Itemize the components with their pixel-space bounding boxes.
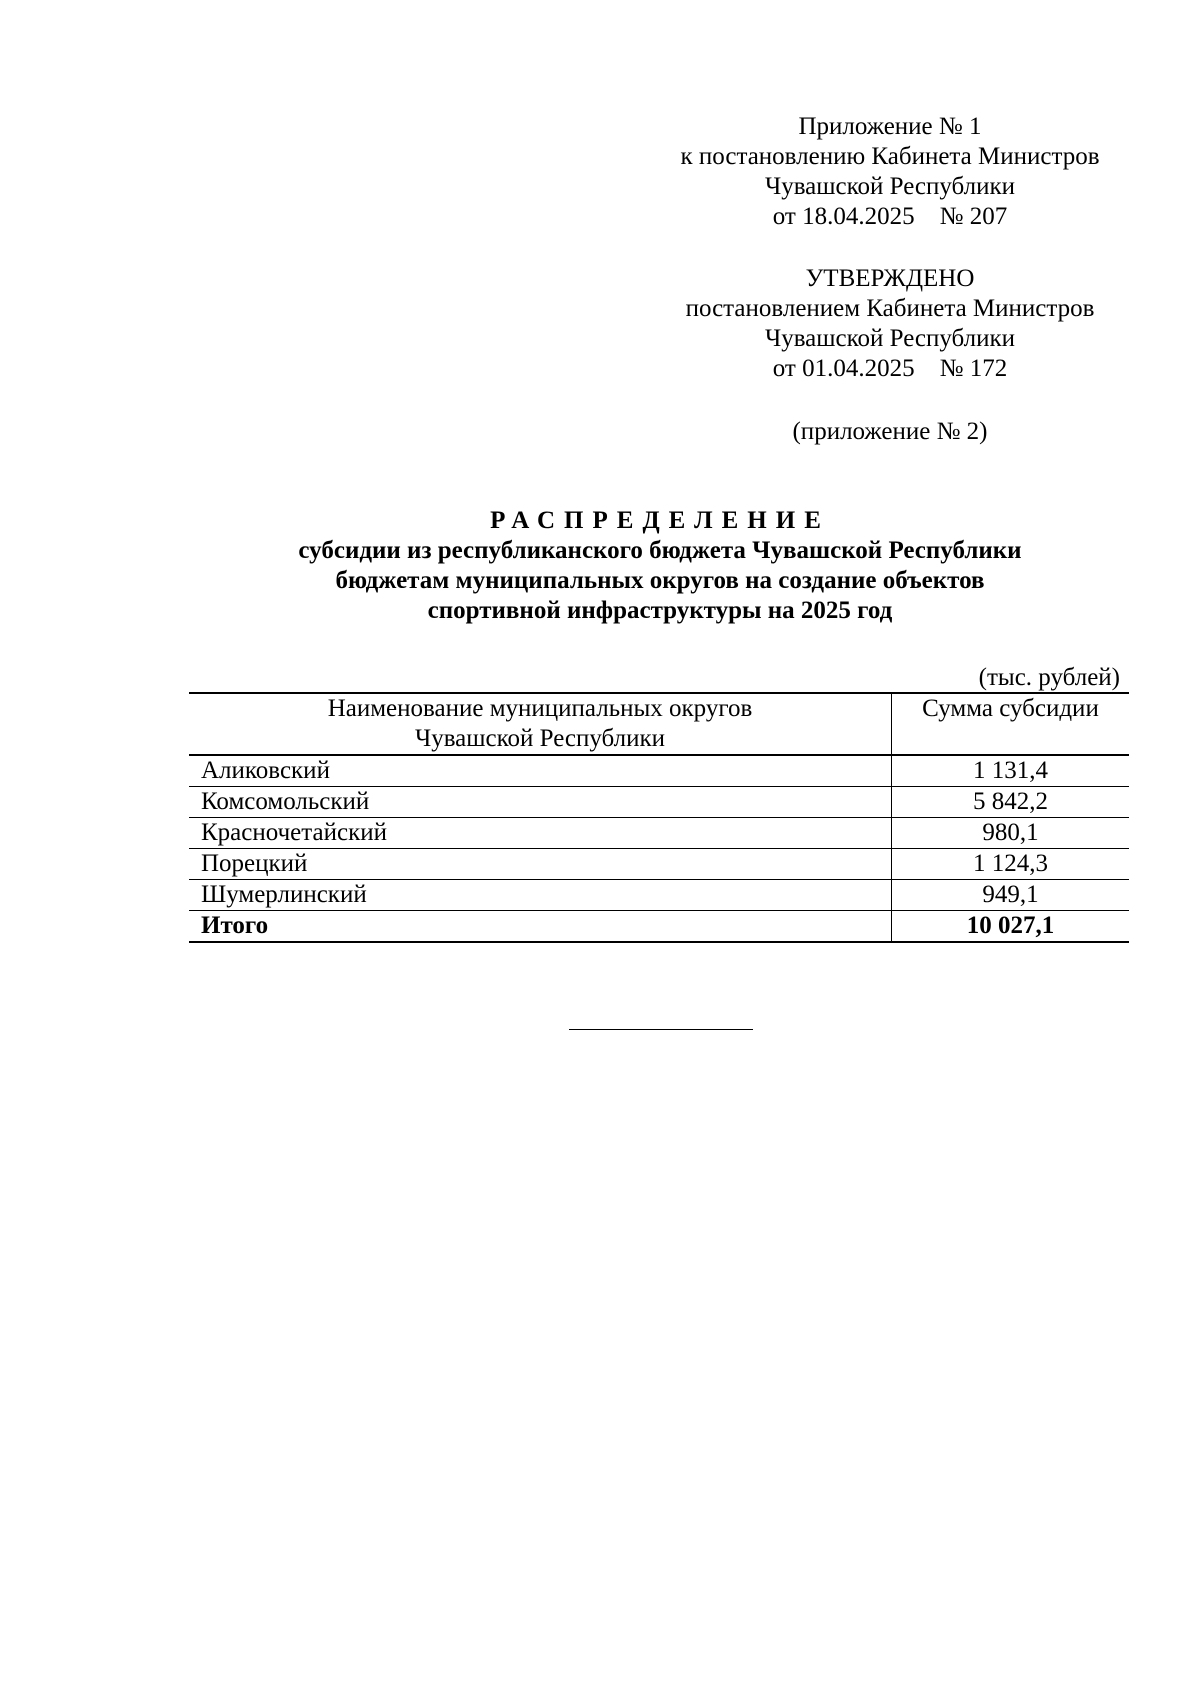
row-subsidy-sum: 980,1 bbox=[982, 819, 1039, 846]
row-district-name: Аликовский bbox=[189, 755, 892, 787]
header-name-line-2: Чувашской Республики bbox=[414, 725, 666, 752]
approved-header bbox=[660, 264, 1120, 384]
header-name-line-1: Наименование муниципальных округов bbox=[327, 695, 753, 722]
attachment-line-2: к постановлению Кабинета Министров bbox=[680, 143, 1100, 170]
attachment-header bbox=[660, 112, 1120, 232]
approved-line-1: УТВЕРЖДЕНО bbox=[805, 265, 975, 292]
annex-note: (приложение № 2) bbox=[792, 418, 988, 445]
row-subsidy-sum: 5 842,2 bbox=[973, 788, 1048, 815]
row-district-name: Комсомольский bbox=[189, 787, 892, 818]
attachment-line-3: Чувашской Республики bbox=[764, 173, 1016, 200]
table-header-row bbox=[189, 693, 1129, 755]
row-subsidy-sum: 1 131,4 bbox=[973, 757, 1048, 784]
row-district-name: Шумерлинский bbox=[189, 880, 892, 911]
attachment-date-number: от 18.04.2025 № 207 bbox=[772, 203, 1008, 230]
row-subsidy-sum: 1 124,3 bbox=[973, 850, 1048, 877]
attachment-line-1: Приложение № 1 bbox=[798, 113, 982, 140]
closing-divider bbox=[569, 1029, 753, 1030]
row-district-name: Красночетайский bbox=[189, 818, 892, 849]
total-sum: 10 027,1 bbox=[966, 912, 1055, 939]
approved-line-2: постановлением Кабинета Министров bbox=[685, 295, 1095, 322]
table-row bbox=[189, 880, 1129, 911]
document-title bbox=[190, 506, 1130, 626]
units-note: (тыс. рублей) bbox=[978, 664, 1120, 691]
table-row bbox=[189, 849, 1129, 880]
table-header bbox=[189, 693, 1129, 755]
title-line-2: бюджетам муниципальных округов на создание объектов bbox=[335, 567, 985, 594]
title-line-3: спортивной инфраструктуры на 2025 год bbox=[427, 597, 893, 624]
approved-line-3: Чувашской Республики bbox=[764, 325, 1016, 352]
table-row bbox=[189, 818, 1129, 849]
table-row bbox=[189, 787, 1129, 818]
approved-date-number: от 01.04.2025 № 172 bbox=[772, 355, 1008, 382]
title-heading: РАСПРЕДЕЛЕНИЕ bbox=[490, 507, 830, 534]
table-row bbox=[189, 755, 1129, 787]
table-total-row bbox=[189, 911, 1129, 943]
row-subsidy-sum: 949,1 bbox=[982, 881, 1039, 908]
row-district-name: Порецкий bbox=[189, 849, 892, 880]
header-sum-column: Сумма субсидии bbox=[922, 695, 1099, 722]
header-name-column bbox=[189, 693, 892, 755]
subsidy-table bbox=[189, 692, 1129, 943]
title-line-1: субсидии из республиканского бюджета Чувашской Республики bbox=[298, 537, 1022, 564]
total-label: Итого bbox=[189, 911, 892, 943]
table-body bbox=[189, 755, 1129, 942]
